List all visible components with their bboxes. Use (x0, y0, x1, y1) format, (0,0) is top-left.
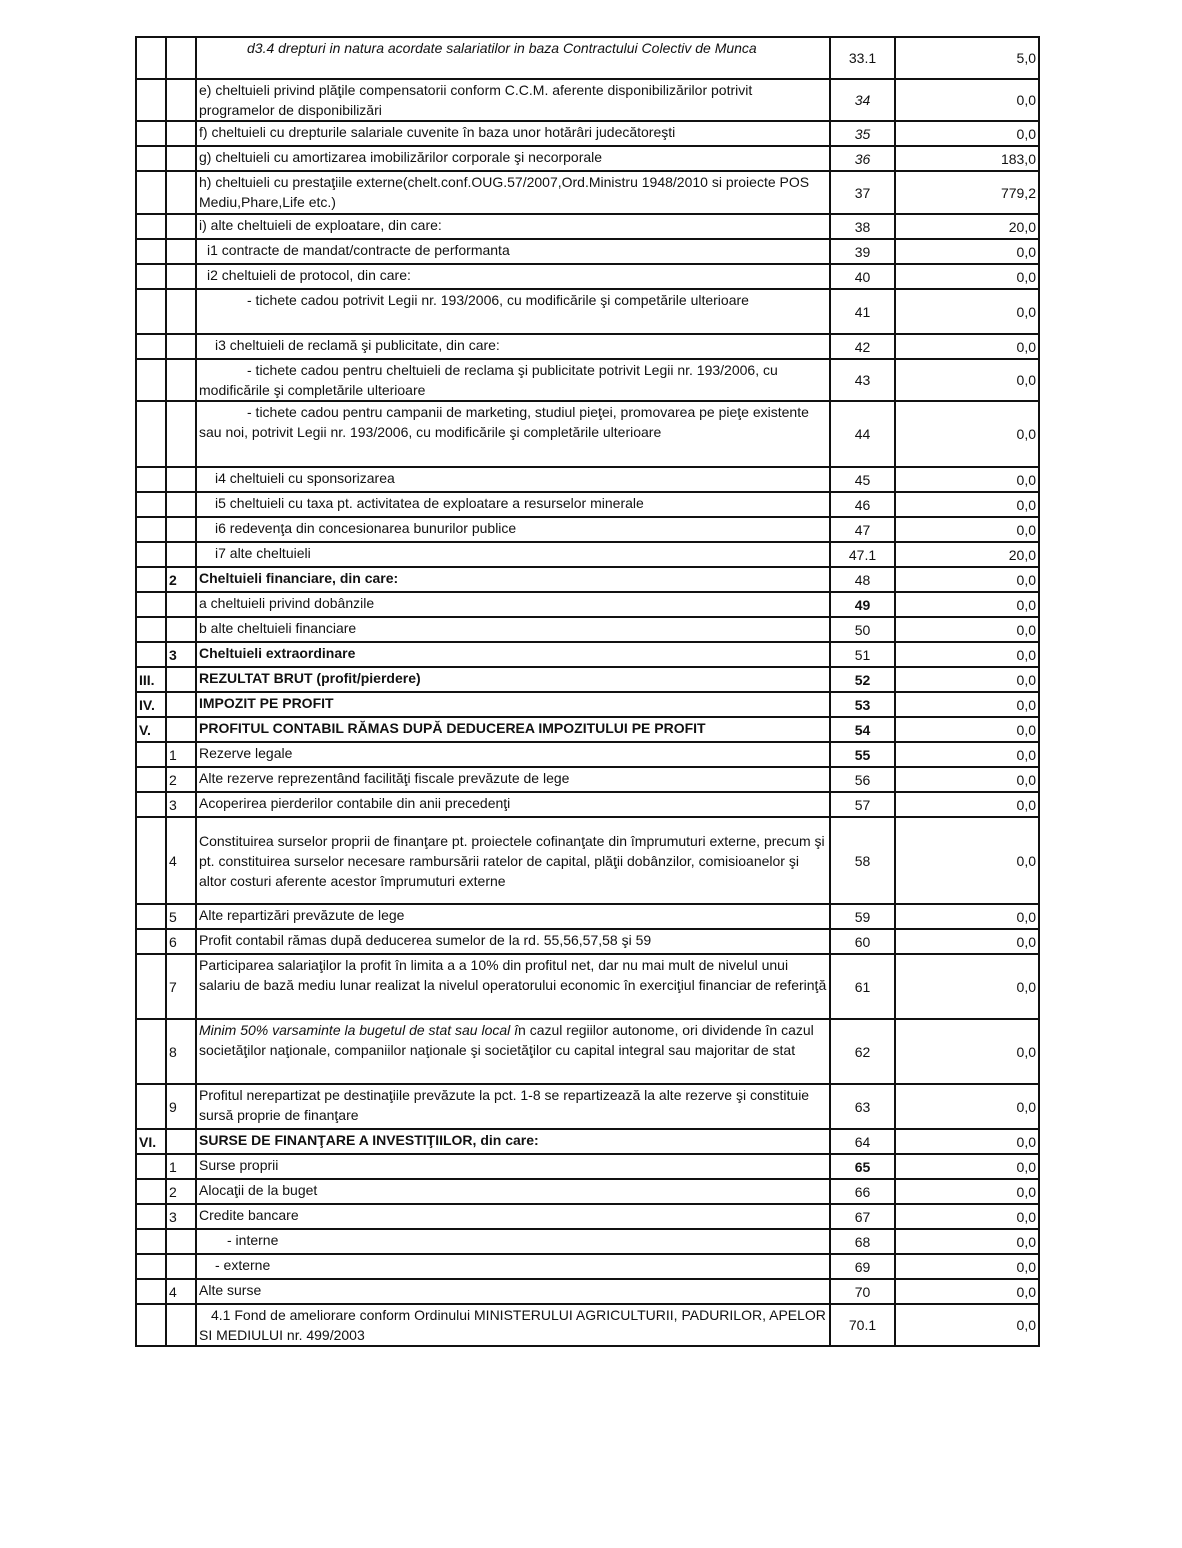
description-cell: Alte repartizări prevăzute de lege (196, 904, 830, 929)
description-cell: - externe (196, 1254, 830, 1279)
number-cell (166, 1304, 196, 1346)
description-cell: Acoperirea pierderilor contabile din anii precedenţi (196, 792, 830, 817)
table-row (136, 954, 1039, 1019)
roman-cell (136, 929, 166, 954)
value-cell: 0,0 (895, 817, 1039, 904)
value-cell: 183,0 (895, 146, 1039, 171)
roman-cell (136, 567, 166, 592)
number-cell: 9 (166, 1084, 196, 1129)
roman-cell (136, 767, 166, 792)
number-cell (166, 214, 196, 239)
roman-cell (136, 79, 166, 121)
number-cell (166, 517, 196, 542)
roman-cell: III. (136, 667, 166, 692)
number-cell: 5 (166, 904, 196, 929)
number-cell: 2 (166, 767, 196, 792)
roman-cell: V. (136, 717, 166, 742)
value-cell: 20,0 (895, 214, 1039, 239)
row-code-cell: 57 (830, 792, 895, 817)
number-cell (166, 717, 196, 742)
value-cell: 0,0 (895, 617, 1039, 642)
table-row (136, 289, 1039, 334)
roman-cell (136, 1229, 166, 1254)
row-code-cell: 45 (830, 467, 895, 492)
roman-cell (136, 264, 166, 289)
value-cell: 0,0 (895, 1279, 1039, 1304)
description-cell: Credite bancare (196, 1204, 830, 1229)
roman-cell (136, 289, 166, 334)
description-cell: - tichete cadou potrivit Legii nr. 193/2006, cu modificările şi competările ulterioare (196, 289, 830, 334)
roman-cell (136, 214, 166, 239)
description-cell: i1 contracte de mandat/contracte de performanta (196, 239, 830, 264)
table-row (136, 592, 1039, 617)
roman-cell (136, 239, 166, 264)
roman-cell (136, 592, 166, 617)
number-cell (166, 617, 196, 642)
roman-cell (136, 1179, 166, 1204)
description-cell: i2 cheltuieli de protocol, din care: (196, 264, 830, 289)
table-row (136, 171, 1039, 214)
row-code-cell: 60 (830, 929, 895, 954)
row-code-cell: 55 (830, 742, 895, 767)
number-cell: 2 (166, 567, 196, 592)
roman-cell (136, 792, 166, 817)
description-cell: Alte surse (196, 1279, 830, 1304)
table-row (136, 334, 1039, 359)
value-cell: 0,0 (895, 1019, 1039, 1084)
value-cell: 0,0 (895, 467, 1039, 492)
table-row (136, 1304, 1039, 1346)
number-cell (166, 1129, 196, 1154)
value-cell: 0,0 (895, 359, 1039, 401)
number-cell (166, 146, 196, 171)
description-cell: i6 redevenţa din concesionarea bunurilor publice (196, 517, 830, 542)
table-row (136, 1129, 1039, 1154)
value-cell: 0,0 (895, 289, 1039, 334)
row-code-cell: 47.1 (830, 542, 895, 567)
row-code-cell: 40 (830, 264, 895, 289)
description-cell: e) cheltuieli privind plăţile compensatorii conform C.C.M. aferente disponibilizărilor potrivit programelor de disponibilizări (196, 79, 830, 121)
description-cell: PROFITUL CONTABIL RĂMAS DUPĂ DEDUCEREA IMPOZITULUI PE PROFIT (196, 717, 830, 742)
roman-cell (136, 617, 166, 642)
table-row (136, 1154, 1039, 1179)
table-row (136, 264, 1039, 289)
description-cell: i7 alte cheltuieli (196, 542, 830, 567)
table-row (136, 121, 1039, 146)
roman-cell (136, 334, 166, 359)
table-row (136, 517, 1039, 542)
value-cell: 0,0 (895, 492, 1039, 517)
roman-cell (136, 359, 166, 401)
number-cell: 4 (166, 817, 196, 904)
table-row (136, 817, 1039, 904)
description-cell: h) cheltuieli cu prestaţiile externe(chelt.conf.OUG.57/2007,Ord.Ministru 1948/2010 si proiecte POS Mediu,Phare,Life etc.) (196, 171, 830, 214)
description-cell: Cheltuieli financiare, din care: (196, 567, 830, 592)
value-cell: 0,0 (895, 1154, 1039, 1179)
value-cell: 0,0 (895, 121, 1039, 146)
description-cell: REZULTAT BRUT (profit/pierdere) (196, 667, 830, 692)
row-code-cell: 43 (830, 359, 895, 401)
number-cell: 3 (166, 792, 196, 817)
row-code-cell: 62 (830, 1019, 895, 1084)
number-cell (166, 592, 196, 617)
number-cell: 1 (166, 1154, 196, 1179)
italic-lead-text: Minim 50% varsaminte la bugetul de stat sau local î (199, 1022, 519, 1038)
row-code-cell: 61 (830, 954, 895, 1019)
value-cell: 0,0 (895, 79, 1039, 121)
table-row (136, 717, 1039, 742)
table-row (136, 667, 1039, 692)
budget-table (135, 36, 1040, 1347)
value-cell: 0,0 (895, 692, 1039, 717)
number-cell: 7 (166, 954, 196, 1019)
number-cell (166, 289, 196, 334)
table-row (136, 642, 1039, 667)
row-code-cell: 48 (830, 567, 895, 592)
row-code-cell: 65 (830, 1154, 895, 1179)
row-code-cell: 52 (830, 667, 895, 692)
table-row (136, 1229, 1039, 1254)
roman-cell: VI. (136, 1129, 166, 1154)
roman-cell (136, 542, 166, 567)
description-cell: i4 cheltuieli cu sponsorizarea (196, 467, 830, 492)
description-cell: - tichete cadou pentru campanii de marketing, studiul pieţei, promovarea pe pieţe existente sau noi, potrivit Legii nr. 193/2006, cu modificările şi completările ulterioare (196, 401, 830, 467)
row-code-cell: 58 (830, 817, 895, 904)
roman-cell (136, 37, 166, 79)
description-cell: Alocaţii de la buget (196, 1179, 830, 1204)
row-code-cell: 37 (830, 171, 895, 214)
value-cell: 0,0 (895, 567, 1039, 592)
roman-cell (136, 517, 166, 542)
roman-cell (136, 1154, 166, 1179)
roman-cell: IV. (136, 692, 166, 717)
roman-cell (136, 1204, 166, 1229)
row-code-cell: 44 (830, 401, 895, 467)
row-code-cell: 68 (830, 1229, 895, 1254)
number-cell (166, 467, 196, 492)
number-cell (166, 264, 196, 289)
row-code-cell: 42 (830, 334, 895, 359)
table-row (136, 929, 1039, 954)
table-row (136, 904, 1039, 929)
table-row (136, 617, 1039, 642)
table-row (136, 214, 1039, 239)
number-cell: 3 (166, 1204, 196, 1229)
row-code-cell: 53 (830, 692, 895, 717)
number-cell (166, 1229, 196, 1254)
value-cell: 0,0 (895, 904, 1039, 929)
table-row (136, 567, 1039, 592)
number-cell: 1 (166, 742, 196, 767)
number-cell: 3 (166, 642, 196, 667)
number-cell: 8 (166, 1019, 196, 1084)
table-row (136, 239, 1039, 264)
number-cell (166, 359, 196, 401)
table-row (136, 767, 1039, 792)
table-row (136, 467, 1039, 492)
roman-cell (136, 492, 166, 517)
description-cell: Cheltuieli extraordinare (196, 642, 830, 667)
description-cell: Alte rezerve reprezentând facilităţi fiscale prevăzute de lege (196, 767, 830, 792)
roman-cell (136, 146, 166, 171)
number-cell (166, 401, 196, 467)
number-cell (166, 1254, 196, 1279)
description-cell: i3 cheltuieli de reclamă şi publicitate, din care: (196, 334, 830, 359)
number-cell: 6 (166, 929, 196, 954)
description-cell: SURSE DE FINANŢARE A INVESTIŢIILOR, din care: (196, 1129, 830, 1154)
table-row (136, 1254, 1039, 1279)
row-code-cell: 38 (830, 214, 895, 239)
value-cell: 0,0 (895, 1254, 1039, 1279)
row-code-cell: 66 (830, 1179, 895, 1204)
value-cell: 0,0 (895, 717, 1039, 742)
description-cell: i5 cheltuieli cu taxa pt. activitatea de exploatare a resurselor minerale (196, 492, 830, 517)
value-cell: 0,0 (895, 264, 1039, 289)
description-text: n cazul regiilor autonome, ori dividende în cazul societăţilor naţionale, companiilor naţionale şi societăţilor cu capital integral sau majoritar de stat (199, 1022, 814, 1058)
table-row (136, 542, 1039, 567)
description-cell: i) alte cheltuieli de exploatare, din care: (196, 214, 830, 239)
value-cell: 0,0 (895, 239, 1039, 264)
value-cell: 0,0 (895, 742, 1039, 767)
row-code-cell: 33.1 (830, 37, 895, 79)
value-cell: 0,0 (895, 517, 1039, 542)
number-cell (166, 334, 196, 359)
table-row (136, 359, 1039, 401)
value-cell: 0,0 (895, 334, 1039, 359)
value-cell: 0,0 (895, 1229, 1039, 1254)
table-row (136, 692, 1039, 717)
description-cell: Profit contabil rămas după deducerea sumelor de la rd. 55,56,57,58 şi 59 (196, 929, 830, 954)
roman-cell (136, 171, 166, 214)
value-cell: 0,0 (895, 667, 1039, 692)
description-cell: Profitul nerepartizat pe destinaţiile prevăzute la pct. 1-8 se repartizează la alte rezerve şi constituie sursă proprie de finanţare (196, 1084, 830, 1129)
description-cell: IMPOZIT PE PROFIT (196, 692, 830, 717)
row-code-cell: 69 (830, 1254, 895, 1279)
value-cell: 0,0 (895, 767, 1039, 792)
row-code-cell: 70.1 (830, 1304, 895, 1346)
row-code-cell: 35 (830, 121, 895, 146)
roman-cell (136, 1254, 166, 1279)
value-cell: 5,0 (895, 37, 1039, 79)
row-code-cell: 50 (830, 617, 895, 642)
description-cell: b alte cheltuieli financiare (196, 617, 830, 642)
roman-cell (136, 401, 166, 467)
table-row (136, 1084, 1039, 1129)
value-cell: 0,0 (895, 1179, 1039, 1204)
table-row (136, 79, 1039, 121)
number-cell (166, 239, 196, 264)
description-cell: 4.1 Fond de ameliorare conform Ordinului MINISTERULUI AGRICULTURII, PADURILOR, APELOR SI MEDIULUI nr. 499/2003 (196, 1304, 830, 1346)
row-code-cell: 36 (830, 146, 895, 171)
value-cell: 0,0 (895, 401, 1039, 467)
roman-cell (136, 642, 166, 667)
description-cell: Constituirea surselor proprii de finanţare pt. proiectele cofinanţate din împrumuturi externe, precum şi pt. constituirea surselor necesare rambursării ratelor de capital, plăţii dobânzilor, comisioanelor şi altor costuri aferente acestor împrumuturi externe (196, 817, 830, 904)
row-code-cell: 46 (830, 492, 895, 517)
roman-cell (136, 954, 166, 1019)
value-cell: 20,0 (895, 542, 1039, 567)
number-cell (166, 121, 196, 146)
description-cell: Participarea salariaţilor la profit în limita a a 10% din profitul net, dar nu mai mult de nivelul unui salariu de bază mediu lunar realizat la nivelul operatorului economic în exerciţiul financiar de referinţă (196, 954, 830, 1019)
roman-cell (136, 904, 166, 929)
row-code-cell: 67 (830, 1204, 895, 1229)
description-cell: a cheltuieli privind dobânzile (196, 592, 830, 617)
value-cell: 0,0 (895, 1204, 1039, 1229)
value-cell: 0,0 (895, 1084, 1039, 1129)
table-row (136, 492, 1039, 517)
row-code-cell: 49 (830, 592, 895, 617)
row-code-cell: 59 (830, 904, 895, 929)
roman-cell (136, 742, 166, 767)
description-cell: d3.4 drepturi in natura acordate salariatilor in baza Contractului Colectiv de Munca (196, 37, 830, 79)
value-cell: 0,0 (895, 929, 1039, 954)
table-row (136, 742, 1039, 767)
table-row (136, 1019, 1039, 1084)
number-cell (166, 542, 196, 567)
table-row (136, 37, 1039, 79)
roman-cell (136, 817, 166, 904)
row-code-cell: 41 (830, 289, 895, 334)
value-cell: 0,0 (895, 792, 1039, 817)
value-cell: 0,0 (895, 592, 1039, 617)
number-cell: 2 (166, 1179, 196, 1204)
row-code-cell: 63 (830, 1084, 895, 1129)
roman-cell (136, 1084, 166, 1129)
value-cell: 0,0 (895, 642, 1039, 667)
number-cell (166, 37, 196, 79)
description-cell: f) cheltuieli cu drepturile salariale cuvenite în baza unor hotărâri judecătoreşti (196, 121, 830, 146)
description-cell (196, 1019, 830, 1084)
description-cell: Rezerve legale (196, 742, 830, 767)
roman-cell (136, 1304, 166, 1346)
roman-cell (136, 121, 166, 146)
value-cell: 779,2 (895, 171, 1039, 214)
table-row (136, 146, 1039, 171)
table-row (136, 1279, 1039, 1304)
description-cell: - tichete cadou pentru cheltuieli de reclama şi publicitate potrivit Legii nr. 193/2006, cu modificările şi completările ulterioare (196, 359, 830, 401)
number-cell: 4 (166, 1279, 196, 1304)
roman-cell (136, 1279, 166, 1304)
table-row (136, 1179, 1039, 1204)
value-cell: 0,0 (895, 1304, 1039, 1346)
description-cell: g) cheltuieli cu amortizarea imobilizărilor corporale şi necorporale (196, 146, 830, 171)
table-row (136, 401, 1039, 467)
value-cell: 0,0 (895, 954, 1039, 1019)
row-code-cell: 54 (830, 717, 895, 742)
table-row (136, 792, 1039, 817)
description-cell: Surse proprii (196, 1154, 830, 1179)
number-cell (166, 667, 196, 692)
table-row (136, 1204, 1039, 1229)
row-code-cell: 51 (830, 642, 895, 667)
number-cell (166, 171, 196, 214)
row-code-cell: 70 (830, 1279, 895, 1304)
roman-cell (136, 1019, 166, 1084)
number-cell (166, 492, 196, 517)
row-code-cell: 47 (830, 517, 895, 542)
number-cell (166, 692, 196, 717)
row-code-cell: 39 (830, 239, 895, 264)
value-cell: 0,0 (895, 1129, 1039, 1154)
number-cell (166, 79, 196, 121)
description-cell: - interne (196, 1229, 830, 1254)
row-code-cell: 34 (830, 79, 895, 121)
row-code-cell: 56 (830, 767, 895, 792)
roman-cell (136, 467, 166, 492)
row-code-cell: 64 (830, 1129, 895, 1154)
